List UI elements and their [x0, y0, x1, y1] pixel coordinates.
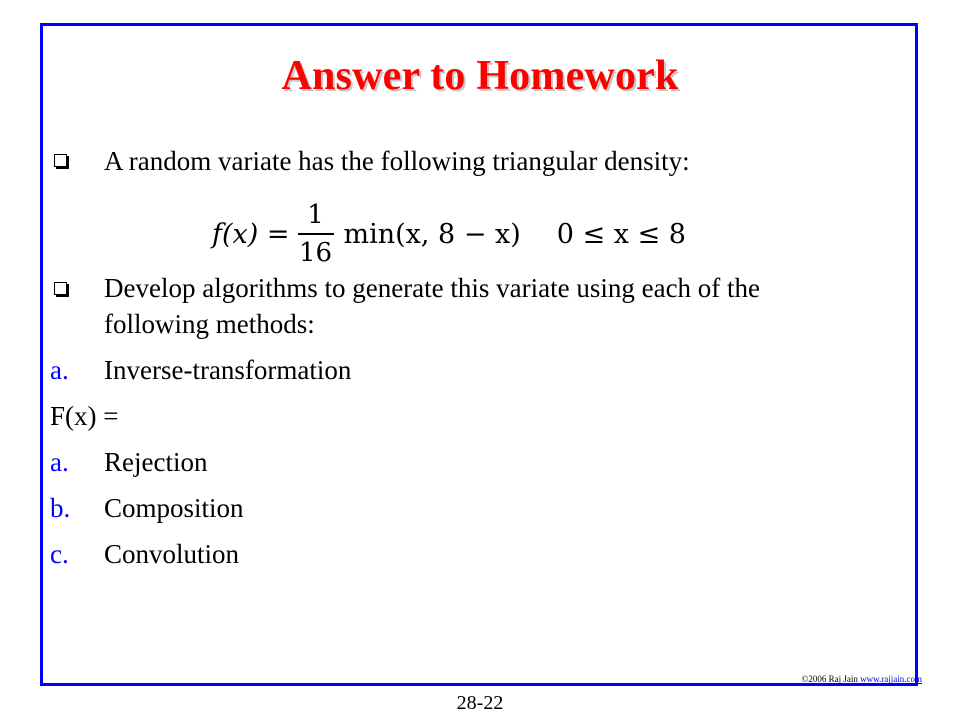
formula-fraction	[298, 199, 334, 269]
author-website-link[interactable]: www.rajjain.com	[860, 674, 922, 684]
formula-numerator: 1	[307, 200, 324, 230]
bullet-text-1: A random variate has the following triangular density:	[104, 146, 690, 176]
formula-range: 0 ≤ x ≤ 8	[556, 218, 686, 250]
list-marker: a.	[50, 355, 69, 385]
copyright-notice	[802, 674, 923, 684]
square-bullet-icon	[54, 282, 67, 295]
fx-line: F(x) =	[50, 401, 119, 431]
list-marker: b.	[50, 493, 71, 523]
list-marker: c.	[50, 539, 69, 569]
list-marker: a.	[50, 447, 69, 477]
density-formula	[212, 196, 686, 272]
formula-rhs: min(x, 8 − x)	[343, 218, 521, 250]
copyright-text: ©2006 Raj Jain	[801, 674, 861, 684]
list-item: Rejection	[104, 447, 208, 477]
slide-title: Answer to Homework	[281, 53, 679, 99]
bullet-text-2-line2: following methods:	[104, 309, 315, 339]
square-bullet-icon	[54, 154, 67, 167]
list-item: Composition	[104, 493, 244, 523]
list-item: Inverse-transformation	[104, 355, 352, 385]
list-item: Convolution	[104, 539, 240, 569]
page-number: 28-22	[456, 692, 504, 714]
fraction-bar	[298, 233, 334, 235]
formula-denominator: 16	[298, 238, 333, 268]
bullet-text-2-line1: Develop algorithms to generate this variate using each of the	[104, 273, 761, 303]
formula-lhs: f(x) =	[212, 218, 290, 250]
